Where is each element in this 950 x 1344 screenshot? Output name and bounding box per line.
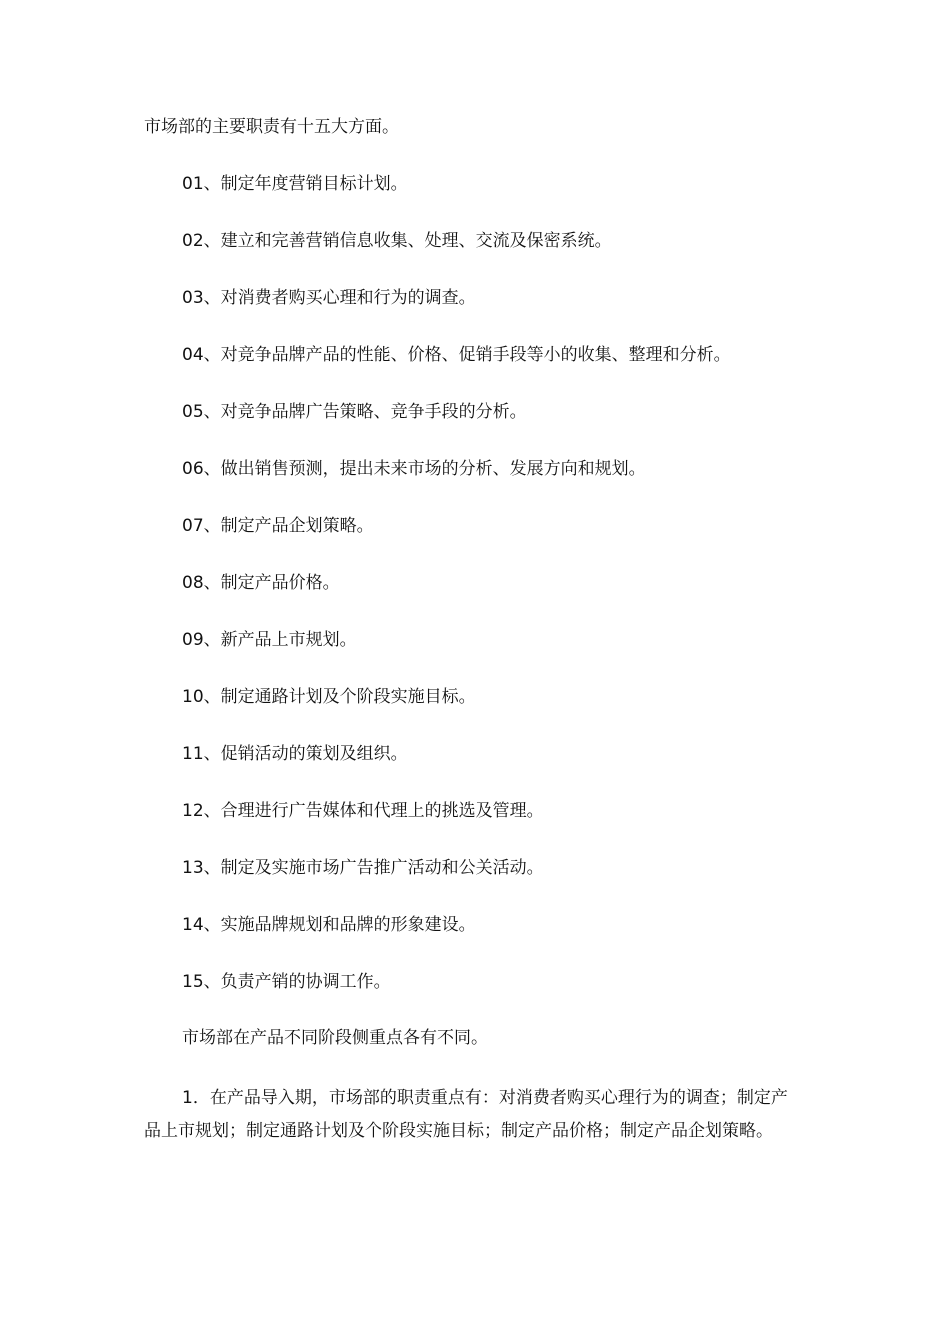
summary-line: 市场部在产品不同阶段侧重点各有不同。 [182, 1028, 488, 1048]
paragraph: 1．在产品导入期，市场部的职责重点有：对消费者购买心理行为的调查；制定产品上市规划；制定通路计划及个阶段实施目标；制定产品价格；制定产品企划策略。 [144, 1088, 788, 1141]
list-item: 05、对竞争品牌广告策略、竞争手段的分析。 [182, 402, 527, 422]
list-item: 13、制定及实施市场广告推广活动和公关活动。 [182, 858, 544, 878]
list-item: 14、实施品牌规划和品牌的形象建设。 [182, 915, 476, 935]
list-item: 09、新产品上市规划。 [182, 630, 357, 650]
list-item: 08、制定产品价格。 [182, 573, 340, 593]
list-item: 07、制定产品企划策略。 [182, 516, 374, 536]
intro-line: 市场部的主要职责有十五大方面。 [144, 117, 399, 137]
list-item: 10、制定通路计划及个阶段实施目标。 [182, 687, 476, 707]
list-item: 15、负责产销的协调工作。 [182, 972, 391, 992]
list-item: 03、对消费者购买心理和行为的调查。 [182, 288, 476, 308]
list-item: 04、对竞争品牌产品的性能、价格、促销手段等小的收集、整理和分析。 [182, 345, 731, 365]
list-item: 02、建立和完善营销信息收集、处理、交流及保密系统。 [182, 231, 612, 251]
list-item: 01、制定年度营销目标计划。 [182, 174, 408, 194]
list-item: 12、合理进行广告媒体和代理上的挑选及管理。 [182, 801, 544, 821]
list-item: 11、促销活动的策划及组织。 [182, 744, 408, 764]
list-item: 06、做出销售预测，提出未来市场的分析、发展方向和规划。 [182, 459, 646, 479]
